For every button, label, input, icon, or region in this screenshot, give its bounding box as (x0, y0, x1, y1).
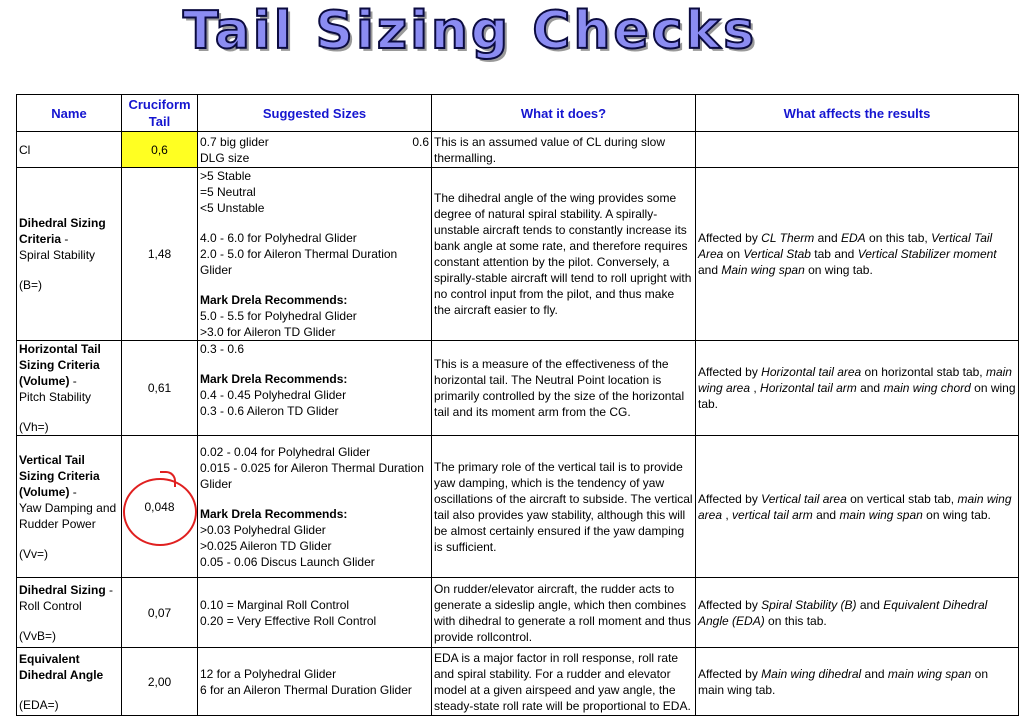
aff-text: , (722, 507, 733, 522)
aff-ref: Spiral Stability (B) (761, 597, 857, 612)
tail-sizing-table (16, 94, 1019, 716)
list-item: 0.3 - 0.6 (200, 342, 245, 356)
aff-text: on wing tab. (922, 507, 991, 522)
list-item: 0.3 - 0.6 Aileron TD Glider (200, 404, 339, 418)
what-dihedral: The dihedral angle of the wing provides some degree of natural spiral stability. A spirally-unstable aircraft tends to constantly increase its bank angle at some rate, and therefore requires constant attention by the pilot. Conversely, a spirally-stable aircraft will tend to roll upright with no control input from the pilot, and thus make the aircraft easier to fly. (432, 168, 696, 341)
list-item: >0.025 Aileron TD Glider (200, 538, 332, 553)
aff-text: and (812, 507, 840, 522)
list-item: <5 Unstable (200, 201, 265, 215)
aff-text: and (814, 231, 841, 245)
roll-name-sub: Roll Control (19, 598, 82, 613)
list-item: >0.03 Polyhedral Glider (200, 522, 326, 537)
row-name-cl: Cl (17, 132, 122, 168)
horizontal-name-sub: Pitch Stability (19, 390, 92, 404)
drela-title: Mark Drela Recommends: (200, 506, 348, 521)
suggested-horizontal (198, 341, 432, 436)
aff-ref: main wing chord (883, 381, 971, 395)
cl-sug-line1: 0.7 big glider (200, 134, 269, 149)
affects-horizontal (696, 341, 1019, 436)
value-cell-horizontal[interactable]: 0,61 (122, 341, 198, 436)
header-affects: What affects the results (696, 95, 1019, 132)
aff-ref: Vertical Stabilizer moment (857, 247, 997, 261)
aff-ref: Equivalent Dihedral Angle (EDA) (698, 597, 988, 628)
eda-name-bold: Equivalent Dihedral Angle (19, 651, 104, 682)
list-item: 6 for an Aileron Thermal Duration Glider (200, 682, 412, 697)
list-item: 5.0 - 5.5 for Polyhedral Glider (200, 309, 357, 323)
row-name-dihedral (17, 168, 122, 341)
roll-name-bold: Dihedral Sizing (19, 582, 106, 597)
list-item: >3.0 for Aileron TD Glider (200, 325, 336, 339)
header-name: Name (17, 95, 122, 132)
suggested-cl (198, 132, 432, 168)
aff-text: Affected by (698, 597, 762, 612)
roll-name-sym: (VvB=) (19, 628, 57, 643)
table-row-eda (17, 648, 1019, 716)
dihedral-name-sym: (B=) (19, 278, 43, 292)
suggested-roll (198, 578, 432, 648)
value-cell-vertical[interactable]: 0,048 (122, 436, 198, 578)
aff-text: tab and (810, 247, 858, 261)
page-title: Tail Sizing Checks (182, 1, 758, 61)
list-item: 4.0 - 6.0 for Polyhedral Glider (200, 231, 357, 245)
aff-text: Affected by (698, 666, 762, 681)
aff-text: on (723, 247, 744, 261)
horizontal-name-dash: - (69, 374, 77, 388)
aff-text: on main wing tab. (698, 666, 988, 697)
list-item: 0.4 - 0.45 Polyhedral Glider (200, 388, 347, 402)
row-name-horizontal (17, 341, 122, 436)
header-cruciform: Cruciform Tail (122, 95, 198, 132)
affects-dihedral (696, 168, 1019, 341)
aff-ref: Horizontal tail arm (760, 381, 857, 395)
what-eda: EDA is a major factor in roll response, roll rate and spiral stability. For a rudder and elevator model at a given airspeed and yaw angle, the steady-state roll rate will be proportional to EDA. (432, 648, 696, 716)
aff-text: on vertical stab tab, (846, 491, 958, 506)
header-what: What it does? (432, 95, 696, 132)
roll-name-dash: - (105, 582, 114, 597)
aff-ref: Vertical tail area (761, 491, 847, 506)
suggested-eda (198, 648, 432, 716)
row-name-roll (17, 578, 122, 648)
table-row-dihedral (17, 168, 1019, 341)
horizontal-name-bold: Horizontal Tail Sizing Criteria (Volume) (19, 342, 101, 388)
aff-ref: main wing area (698, 491, 1012, 522)
aff-ref: Vertical Tail Area (698, 231, 993, 261)
vertical-name-sym: (Vv=) (19, 546, 49, 561)
aff-ref: main wing area (698, 365, 1012, 395)
aff-text: on horizontal stab tab, (861, 365, 986, 379)
aff-text: on this tab. (764, 613, 827, 628)
aff-ref: main wing span (839, 507, 923, 522)
affects-vertical (696, 436, 1019, 578)
affects-cl (696, 132, 1019, 168)
value-cell-eda[interactable]: 2,00 (122, 648, 198, 716)
table-row-roll (17, 578, 1019, 648)
eda-name-sym: (EDA=) (19, 697, 59, 712)
aff-ref: Main wing dihedral (761, 666, 862, 681)
aff-text: and (856, 381, 884, 395)
horizontal-name-sym: (Vh=) (19, 420, 49, 434)
suggested-vertical (198, 436, 432, 578)
vertical-name-dash: - (69, 484, 77, 499)
list-item: 0.015 - 0.025 for Aileron Thermal Duration Glider (200, 460, 424, 491)
aff-text: on wing tab. (804, 263, 873, 277)
aff-ref: Vertical Stab (743, 247, 811, 261)
what-horizontal: This is a measure of the effectiveness of the horizontal tail. The Neutral Point location is primarily controlled by the size of the horizontal tail and its moment arm from the CG. (432, 341, 696, 436)
cl-sug-line1-val: 0.6 (412, 134, 429, 149)
dihedral-name-sub: Spiral Stability (19, 248, 96, 262)
aff-text: Affected by (698, 365, 762, 379)
row-name-eda (17, 648, 122, 716)
affects-roll (696, 578, 1019, 648)
dihedral-name-dash: - (61, 232, 69, 246)
what-cl: This is an assumed value of CL during slow thermalling. (432, 132, 696, 168)
table-row-vertical (17, 436, 1019, 578)
list-item: 0.02 - 0.04 for Polyhedral Glider (200, 444, 371, 459)
value-cell-roll[interactable]: 0,07 (122, 578, 198, 648)
what-vertical: The primary role of the vertical tail is to provide yaw damping, which is the tendency of yaw oscillations of the aircraft to subside. The vertical tail also provides yaw stability, although this will be almost certainly ensured if the yaw damping is sufficient. (432, 436, 696, 578)
vertical-name-sub: Yaw Damping and Rudder Power (19, 500, 117, 531)
affects-eda (696, 648, 1019, 716)
drela-title: Mark Drela Recommends: (200, 293, 348, 307)
dihedral-name-bold: Dihedral Sizing Criteria (19, 216, 106, 246)
aff-ref: CL Therm (761, 231, 815, 245)
cl-sug-line2: DLG size (200, 150, 250, 165)
vertical-name-bold: Vertical Tail Sizing Criteria (Volume) (19, 452, 100, 499)
list-item: 0.20 = Very Effective Roll Control (200, 613, 377, 628)
aff-ref: Main wing span (721, 263, 805, 277)
list-item: 12 for a Polyhedral Glider (200, 666, 337, 681)
list-item: >5 Stable (200, 169, 252, 183)
list-item: =5 Neutral (200, 185, 256, 199)
list-item: 0.05 - 0.06 Discus Launch Glider (200, 554, 375, 569)
value-cell-cl[interactable]: 0,6 (122, 132, 198, 168)
aff-text: , (750, 381, 761, 395)
row-name-vertical (17, 436, 122, 578)
aff-ref: main wing span (887, 666, 972, 681)
list-item: 2.0 - 5.0 for Aileron Thermal Duration Glider (200, 247, 398, 277)
aff-text: Affected by (698, 491, 762, 506)
header-suggested: Suggested Sizes (198, 95, 432, 132)
list-item: 0.10 = Marginal Roll Control (200, 597, 350, 612)
aff-text: and (861, 666, 888, 681)
table-row-horizontal (17, 341, 1019, 436)
aff-text: and (856, 597, 884, 612)
aff-ref: vertical tail arm (732, 507, 813, 522)
value-cell-dihedral[interactable]: 1,48 (122, 168, 198, 341)
suggested-dihedral (198, 168, 432, 341)
what-roll: On rudder/elevator aircraft, the rudder acts to generate a sideslip angle, which then combines with dihedral to generate a roll moment and thus provide rollcontrol. (432, 578, 696, 648)
aff-text: and (698, 263, 722, 277)
aff-text: on wing tab. (698, 381, 1016, 411)
header-row (17, 95, 1019, 132)
aff-ref: Horizontal tail area (761, 365, 862, 379)
aff-text: Affected by (698, 231, 762, 245)
aff-ref: EDA (841, 231, 866, 245)
aff-text: on this tab, (865, 231, 932, 245)
table-row-cl (17, 132, 1019, 168)
drela-title: Mark Drela Recommends: (200, 372, 348, 386)
